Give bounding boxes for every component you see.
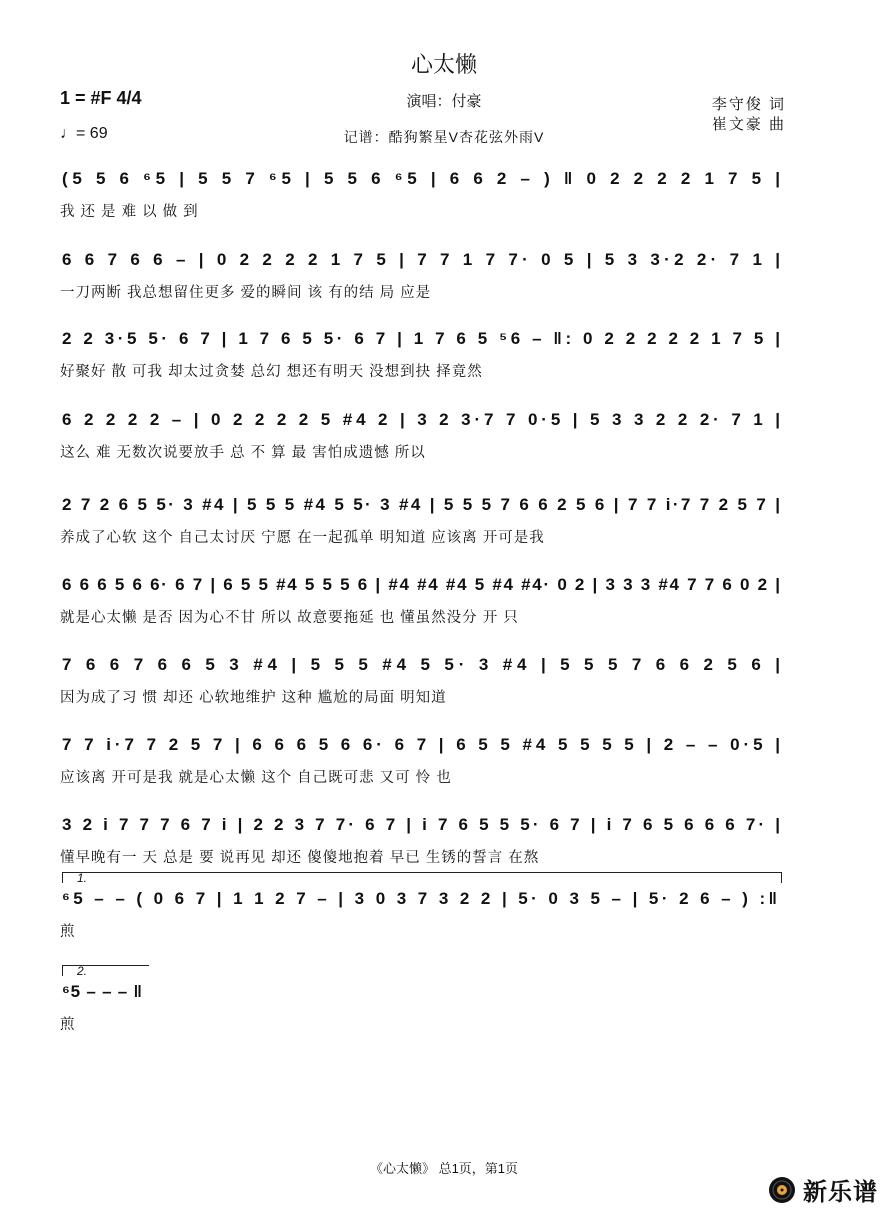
notation-text: 3 2 i 7 7 7 6 7 i | 2 2 3 7 7· 6 7 | i 7 6 5 5 5· 6 7 | i 7 6 5 6 6 6 7· | [62, 815, 780, 834]
notation-text: ⁶5 – – ( 0 6 7 | 1 1 2 7 – | 3 0 3 7 3 2 2 | 5· 0 3 5 – | 5· 2 6 – ) :‖ [62, 889, 777, 908]
notation-line [60, 648, 784, 684]
score-row [60, 871, 784, 962]
notation-line [60, 808, 784, 844]
notation-line [60, 882, 784, 918]
lyric-line: 煎 [60, 924, 76, 940]
score-row [60, 243, 784, 323]
notation-line [60, 322, 784, 358]
score-row [60, 403, 784, 483]
volta-number: 2. [77, 964, 88, 978]
notation-text: 6 2 2 2 2 – | 0 2 2 2 2 5 #4 2 | 3 2 3·7 7 0·5 | 5 3 3 2 2 2· 7 1 | [62, 410, 781, 429]
lyric-line: 好聚好 散 可我 却太过贪婪 总幻 想还有明天 没想到抉 择竟然 [60, 364, 483, 380]
lyricist-credit: 李守俊 词 [711, 96, 786, 113]
notation-text: ⁶5 – – – ‖ [62, 982, 142, 1001]
notation-text: 2 7 2 6 5 5· 3 #4 | 5 5 5 #4 5 5· 3 #4 | 5 5 5 7 6 6 2 5 6 | 7 7 i·7 7 2 5 7 | [62, 495, 781, 514]
notation-line [60, 403, 784, 439]
score-row [60, 568, 784, 648]
transcriber-credit: 记谱：酷狗繁星V杏花弦外雨V [343, 129, 545, 145]
notation-text: 7 7 i·7 7 2 5 7 | 6 6 6 5 6 6· 6 7 | 6 5 5 #4 5 5 5 5 | 2 – – 0·5 | [62, 735, 781, 754]
notation-text: 7 6 6 7 6 6 5 3 #4 | 5 5 5 #4 5 5· 3 #4 | 5 5 5 7 6 6 2 5 6 | [62, 655, 781, 674]
score-row [60, 964, 784, 1055]
lyric-line: 煎 [60, 1017, 76, 1033]
singer-credit: 演唱：付豪 [406, 93, 482, 110]
lyric-line: 就是心太懒 是否 因为心不甘 所以 故意要拖延 也 懂虽然没分 开 只 [60, 610, 519, 626]
notation-line [60, 568, 784, 604]
composer-credit: 崔文豪 曲 [711, 116, 786, 133]
lyric-line: 懂早晚有一 天 总是 要 说再见 却还 傻傻地抱着 早已 生锈的誓言 在熬 [60, 850, 540, 866]
vinyl-record-icon [767, 1175, 797, 1205]
page-footer: 《心太懒》 总1页，第1页 [369, 1161, 519, 1176]
song-title: 心太懒 [410, 52, 477, 77]
notation-line [60, 488, 784, 524]
notation-text: (5 5 6 ⁶5 | 5 5 7 ⁶5 | 5 5 6 ⁶5 | 6 6 2 – ) ‖ 0 2 2 2 2 1 7 5 | [62, 169, 780, 188]
lyric-line: 应该离 开可是我 就是心太懒 这个 自己既可悲 又可 怜 也 [60, 770, 452, 786]
score-row [60, 648, 784, 728]
lyric-line: 我 还 是 难 以 做 到 [60, 204, 199, 220]
lyric-line: 一刀两断 我总想留住更多 爱的瞬间 该 有的结 局 应是 [60, 285, 432, 301]
lyric-line: 这么 难 无数次说要放手 总 不 算 最 害怕成遗憾 所以 [60, 445, 426, 461]
notation-line [60, 243, 784, 279]
score-row [60, 322, 784, 402]
tempo-marking: ♩= 69 [60, 125, 108, 142]
score-row [60, 162, 784, 242]
notation-line [60, 975, 784, 1011]
site-logo[interactable] [767, 1172, 878, 1207]
lyric-line: 养成了心软 这个 自己太讨厌 宁愿 在一起孤单 明知道 应该离 开可是我 [60, 530, 545, 546]
score-row [60, 728, 784, 808]
notation-line [60, 162, 784, 198]
key-signature: 1 = #F 4/4 [60, 88, 142, 108]
notation-text: 6 6 7 6 6 – | 0 2 2 2 2 1 7 5 | 7 7 1 7 7· 0 5 | 5 3 3·2 2· 7 1 | [62, 250, 780, 269]
notation-text: 2 2 3·5 5· 6 7 | 1 7 6 5 5· 6 7 | 1 7 6 5 ⁵6 – ‖: 0 2 2 2 2 2 1 7 5 | [62, 329, 781, 348]
notation-text: 6 6 6 5 6 6· 6 7 | 6 5 5 #4 5 5 5 6 | #4 #4 #4 5 #4 #4· 0 2 | 3 3 3 #4 7 7 6 0 2 | [62, 575, 780, 594]
logo-text: 新乐谱 [803, 1179, 878, 1206]
volta-number: 1. [77, 871, 88, 885]
notation-line [60, 728, 784, 764]
score-row [60, 488, 784, 568]
lyric-line: 因为成了习 惯 却还 心软地维护 这种 尴尬的局面 明知道 [60, 690, 447, 706]
